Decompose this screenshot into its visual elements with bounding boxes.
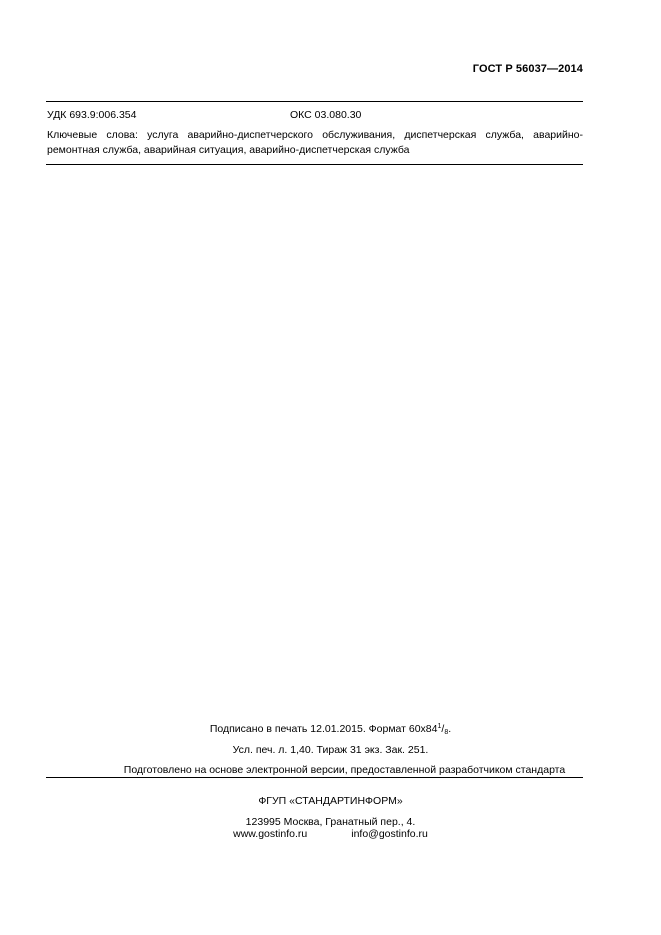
udk-code: УДК 693.9:006.354 xyxy=(47,109,137,121)
format-denominator: 8 xyxy=(444,729,449,736)
keywords-divider xyxy=(46,164,583,165)
imprint-divider xyxy=(46,777,583,778)
oks-code: ОКС 03.080.30 xyxy=(290,109,362,121)
publisher-address: 123995 Москва, Гранатный пер., 4. xyxy=(245,816,416,828)
format-numerator: 1 xyxy=(437,723,442,730)
publisher-name: ФГУП «СТАНДАРТИНФОРМ» xyxy=(258,795,403,807)
website-link[interactable]: www.gostinfo.ru xyxy=(233,828,308,840)
standard-code: ГОСТ Р 56037—2014 xyxy=(472,63,583,75)
signed-suffix: . xyxy=(448,723,452,735)
signed-for-print: Подписано в печать 12.01.2015. Формат $60х84^1/_8$. xyxy=(209,723,452,736)
prepared-note: Подготовлено на основе электронной версии, предоставленной разработчиком стандарта xyxy=(123,764,566,776)
top-divider xyxy=(46,101,583,102)
publisher-contacts xyxy=(0,828,661,840)
email-link[interactable]: info@gostinfo.ru xyxy=(351,828,428,840)
keywords-text: Ключевые слова: услуга аварийно-диспетчерского обслуживания, диспетчерская служба, аварийно-ремонтная служба, аварийная ситуация, аварийно-диспетчерская служба xyxy=(47,129,583,156)
signed-text: Подписано в печать 12.01.2015. Формат 60х84 xyxy=(209,723,438,735)
print-sheets-info: Усл. печ. л. 1,40. Тираж 31 экз. Зак. 251. xyxy=(232,744,429,756)
